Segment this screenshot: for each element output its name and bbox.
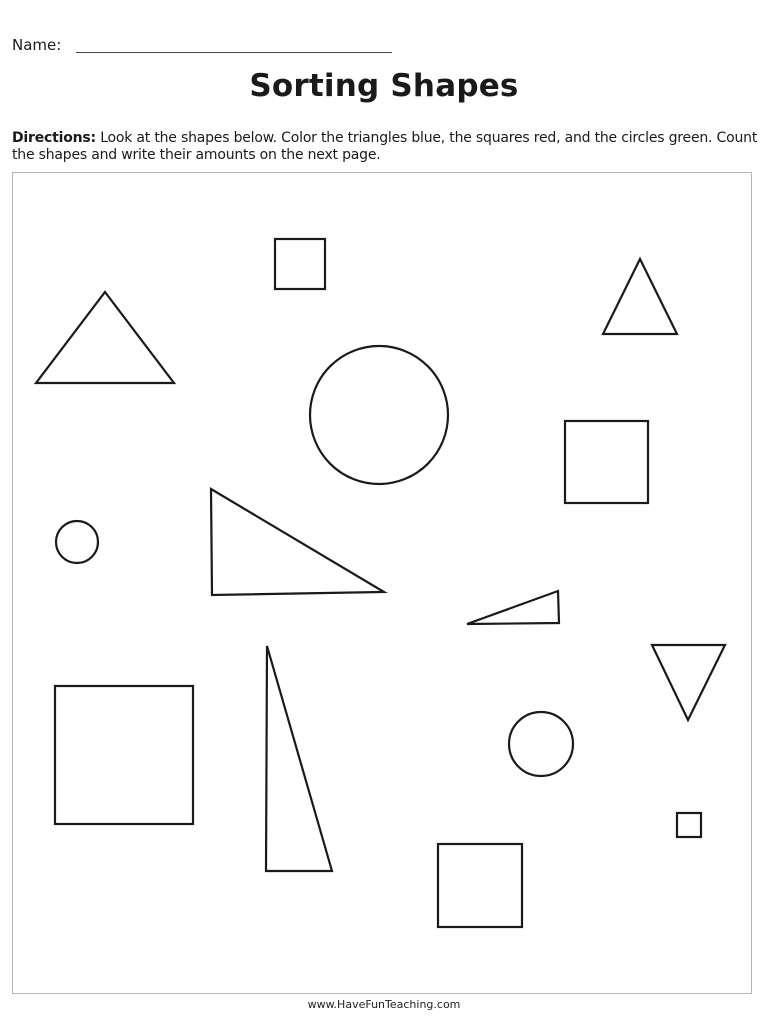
name-label: Name: (12, 36, 62, 54)
square-shape-tiny[interactable] (677, 813, 701, 837)
circle-shape-large[interactable] (310, 346, 448, 484)
directions-text: Look at the shapes below. Color the triangles blue, the squares red, and the circles green. Count the shapes and write their amounts on the next page. (12, 130, 758, 163)
triangle-shape-large-left[interactable] (36, 292, 174, 383)
square-shape-small-top[interactable] (275, 239, 325, 289)
circle-shape-small-left[interactable] (56, 521, 98, 563)
triangle-shape-tall[interactable] (266, 646, 332, 871)
triangle-shape-inverted[interactable] (652, 645, 725, 720)
square-shape-right[interactable] (565, 421, 648, 503)
triangle-shape-right-angle-center[interactable] (211, 489, 384, 595)
directions-lead: Directions: (12, 130, 96, 146)
square-shape-bottom[interactable] (438, 844, 522, 927)
triangle-shape-thin[interactable] (467, 591, 559, 624)
footer-website: www.HaveFunTeaching.com (307, 998, 461, 1011)
triangle-shape-top-right[interactable] (603, 259, 677, 334)
page-title: Sorting Shapes (249, 68, 519, 104)
circle-shape-medium[interactable] (509, 712, 573, 776)
square-shape-large-left[interactable] (55, 686, 193, 824)
